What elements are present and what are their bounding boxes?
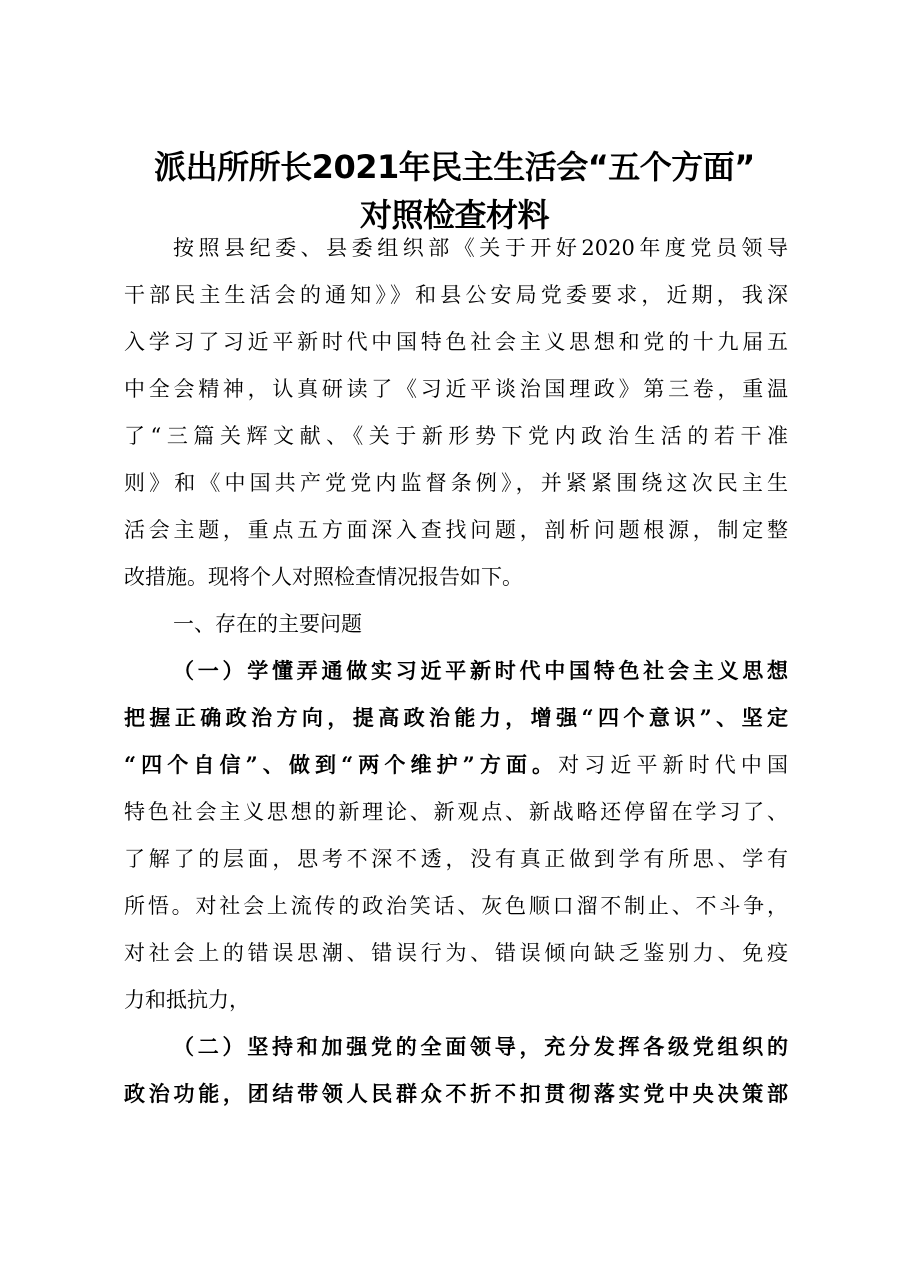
paragraph-line: 干部民主生活会的通知》》和县公安局党委要求，近期，我深 — [124, 283, 788, 307]
document-title-line1: 派出所所长2021年民主生活会“五个方面” — [154, 148, 755, 186]
paragraph-line: 按照县纪委、县委组织部《关于开好2020年度党员领导 — [173, 236, 788, 260]
subsection-heading-line: 政治功能，团结带领人民群众不折不扣贯彻落实党中央决策部 — [124, 1081, 788, 1106]
paragraph-line: 特色社会主义思想的新理论、新观点、新战略还停留在学习了、 — [124, 800, 788, 824]
paragraph-line: 中全会精神，认真研读了《习近平谈治国理政》第三卷，重温 — [124, 377, 788, 401]
section-heading: 一、存在的主要问题 — [173, 612, 362, 636]
document-title-line2: 对照检查材料 — [359, 196, 549, 234]
paragraph-line: 则》和《中国共产党党内监督条例》，并紧紧围绕这次民主生 — [124, 471, 788, 495]
subsection-heading-line: （一）学懂弄通做实习近平新时代中国特色社会主义思想 — [173, 658, 788, 683]
mixed-line — [124, 750, 788, 780]
paragraph-line: 入学习了习近平新时代中国特色社会主义思想和党的十九届五 — [124, 330, 788, 354]
paragraph-line: 活会主题，重点五方面深入查找问题，剖析问题根源，制定整 — [124, 518, 788, 542]
paragraph-line: 对社会上的错误思潮、错误行为、错误倾向缺乏鉴别力、免疫 — [124, 941, 788, 965]
paragraph-text: 对习近平新时代中国 — [558, 753, 788, 777]
paragraph-line: 了“三篇关辉文献、《关于新形势下党内政治生活的若干准 — [124, 424, 788, 448]
paragraph-line: 所悟。对社会上流传的政治笑话、灰色顺口溜不制止、不斗争， — [124, 894, 788, 918]
paragraph-line: 力和抵抗力， — [124, 988, 250, 1012]
paragraph-line: 改措施。现将个人对照检查情况报告如下。 — [124, 565, 523, 589]
subsection-heading-line: （二）坚持和加强党的全面领导，充分发挥各级党组织的 — [173, 1034, 788, 1059]
subsection-heading-line: 把握正确政治方向，提高政治能力，增强“四个意识”、坚定 — [124, 705, 788, 730]
paragraph-line: 了解了的层面，思考不深不透，没有真正做到学有所思、学有 — [124, 847, 788, 871]
subsection-heading-end: “四个自信”、做到“两个维护”方面。 — [124, 752, 559, 777]
